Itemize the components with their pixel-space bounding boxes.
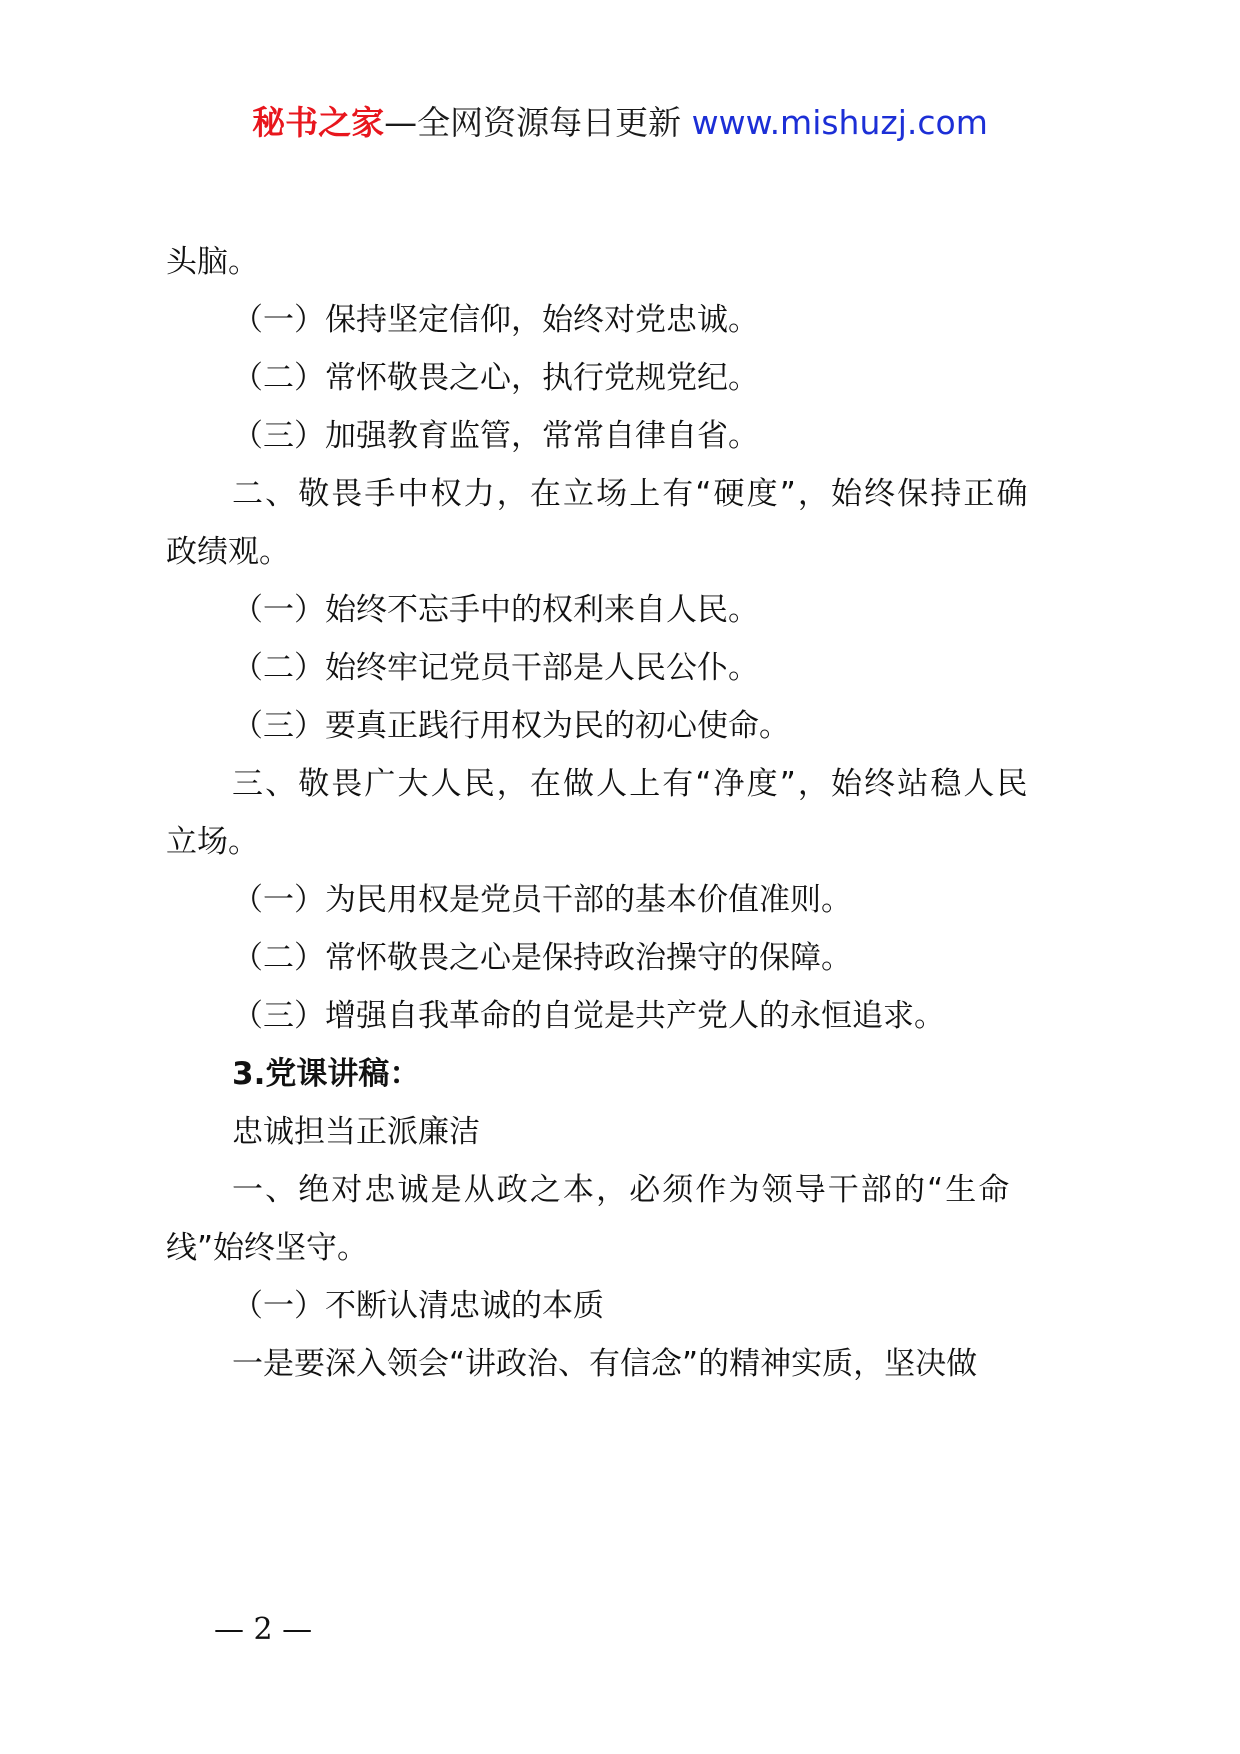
section-heading-continued: 立场。	[166, 824, 259, 860]
site-banner	[0, 100, 1240, 146]
site-slogan: —全网资源每日更新	[384, 103, 682, 142]
subsection-title: 3.党课讲稿：	[232, 1056, 421, 1092]
section-heading-continued: 政绩观。	[166, 534, 290, 570]
list-item: （一）为民用权是党员干部的基本价值准则。	[232, 882, 852, 918]
section-heading: 三、敬畏广大人民，在做人上有“净度”，始终站稳人民	[232, 766, 1030, 802]
list-item: （一）不断认清忠诚的本质	[232, 1288, 604, 1324]
lecture-title: 忠诚担当正派廉洁	[232, 1114, 480, 1150]
section-heading: 一、绝对忠诚是从政之本，必须作为领导干部的“生命	[232, 1172, 1012, 1208]
paragraph-line: 头脑。	[166, 244, 259, 280]
list-item: （三）要真正践行用权为民的初心使命。	[232, 708, 790, 744]
list-item: （一）始终不忘手中的权利来自人民。	[232, 592, 759, 628]
list-item: （二）常怀敬畏之心是保持政治操守的保障。	[232, 940, 852, 976]
site-url[interactable]: www.mishuzj.com	[691, 103, 988, 142]
page-number: — 2 —	[214, 1612, 313, 1647]
paragraph-line: 一是要深入领会“讲政治、有信念”的精神实质，坚决做	[232, 1346, 978, 1382]
section-heading-continued: 线”始终坚守。	[166, 1230, 369, 1266]
list-item: （三）增强自我革命的自觉是共产党人的永恒追求。	[232, 998, 945, 1034]
list-item: （二）常怀敬畏之心，执行党规党纪。	[232, 360, 759, 396]
list-item: （二）始终牢记党员干部是人民公仆。	[232, 650, 759, 686]
site-brand: 秘书之家	[252, 103, 385, 142]
list-item: （一）保持坚定信仰，始终对党忠诚。	[232, 302, 759, 338]
section-heading: 二、敬畏手中权力，在立场上有“硬度”，始终保持正确	[232, 476, 1030, 512]
list-item: （三）加强教育监管，常常自律自省。	[232, 418, 759, 454]
